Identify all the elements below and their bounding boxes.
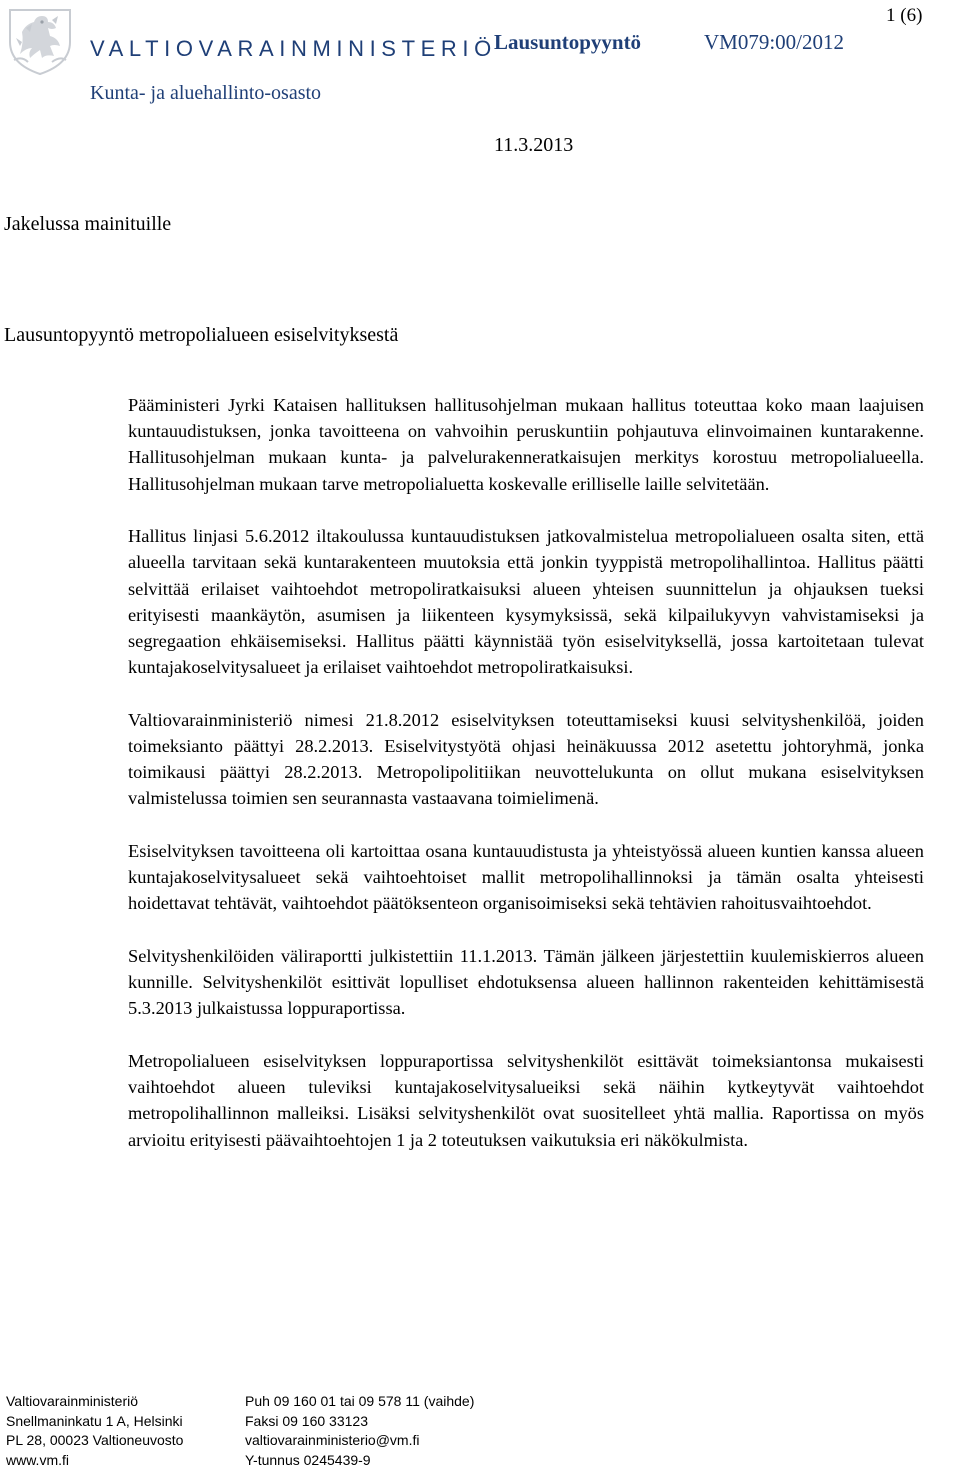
body-paragraph: Hallitus linjasi 5.6.2012 iltakoulussa kuntauudistuksen jatkovalmistelua metropolialueen osalta siten, että alueella tarvitaan sekä kuntarakenteen muutoksia että jonkin tyyppistä metropolihallintoa. Hallitus päätti selvittää erilaiset vaihtoehdot metropoliratkaisuksi alueen yhteisen suunnittelun ja ohjauksen tueksi erityisesti maankäytön, asumisen ja liikenteen kysymyksissä, sekä kilpailukyvyn vahvistamiseksi ja segregaation ehkäisemiseksi. Hallitus päätti käynnistää työn esiselvityksellä, jossa kartoitetaan tulevat kuntajakoselvitysalueet ja erilaiset vaihtoehdot metropoliratkaisuksi. <box>128 526 924 678</box>
footer-fax: Faksi 09 160 33123 <box>245 1412 368 1429</box>
footer-street-address: Snellmaninkatu 1 A, Helsinki <box>6 1412 183 1429</box>
ministry-logo-text: VALTIOVARAINMINISTERIÖ <box>90 36 497 61</box>
document-date: 11.3.2013 <box>494 134 574 156</box>
footer-postal-address: PL 28, 00023 Valtioneuvosto <box>6 1432 184 1448</box>
footer-contact <box>245 1392 474 1470</box>
body-paragraph: Esiselvityksen tavoitteena oli kartoittaa osana kuntauudistusta ja yhteistyössä alueen kuntien kanssa alueen kuntajakoselvitysalueet sekä vaihtoehtoiset mallit metropolihallinnoksi ja tämän osalta yhteisesti hoidettavat tehtävät, vaihtoehdot päätöksenteon organisoimiseksi sekä tehtävien rahoitusvaihtoehdot. <box>128 841 924 914</box>
document-type: Lausuntopyyntö <box>494 30 642 54</box>
footer-website-link[interactable]: www.vm.fi <box>6 1451 69 1468</box>
page-number: 1 (6) <box>886 5 923 26</box>
footer-email-link[interactable]: valtiovarainministerio@vm.fi <box>245 1432 420 1448</box>
footer-ministry-name: Valtiovarainministeriö <box>6 1393 139 1409</box>
body-paragraph: Selvityshenkilöiden väliraportti julkistettiin 11.1.2013. Tämän jälkeen järjestettiin kuulemiskierros alueen kunnille. Selvityshenkilöt esittivät lopulliset ehdotuksensa alueen hallinnon rakenteiden kehittämisestä 5.3.2013 julkaistussa loppuraportissa. <box>128 946 924 1019</box>
coat-of-arms-icon <box>2 2 78 76</box>
footer-address <box>6 1392 183 1470</box>
document-id: VM079:00/2012 <box>704 30 845 54</box>
recipient-line: Jakelussa mainituille <box>4 213 172 235</box>
body-paragraph: Pääministeri Jyrki Kataisen hallituksen hallitusohjelman mukaan hallitus toteuttaa koko maan laajuisen kuntauudistuksen, jonka tavoitteena on vahvoihin peruskuntiin pohjautuva elinvoimainen kuntarakenne. Hallitusohjelman mukaan kunta- ja palvelurakenneratkaisujen merkitys korostuu metropolialueella. Hallitusohjelman mukaan tarve metropolialuetta koskevalle erilliselle laille selvitetään. <box>128 395 924 494</box>
body-paragraph: Metropolialueen esiselvityksen loppuraportissa selvityshenkilöt esittävät toimeksiantonsa mukaisesti vaihtoehdot alueen tuleviksi kuntajakoselvitysalueiksi sekä näihin kytkeytyvät vaihtoehdot metropolihallinnon malleiksi. Lisäksi selvityshenkilöt ovat suositelleet yhtä mallia. Raportissa on myös arvioitu erityisesti päävaihtoehtojen 1 ja 2 toteutuksen vaikutuksia eri näkökulmista. <box>128 1051 924 1150</box>
footer-phone: Puh 09 160 01 tai 09 578 11 (vaihde) <box>245 1393 475 1409</box>
department-name: Kunta- ja aluehallinto-osasto <box>90 82 322 104</box>
body-paragraph: Valtiovarainministeriö nimesi 21.8.2012 esiselvityksen toteuttamiseksi kuusi selvityshenkilöä, joiden toimeksianto päättyi 28.2.2013. Esiselvitystyötä ohjasi heinäkuussa 2012 asetettu johtoryhmä, jonka toimikausi päättyi 28.2.2013. Metropolipolitiikan neuvottelukunta on ollut mukana esiselvityksen valmistelussa toimien sen seurannasta vastaavana toimielimenä. <box>128 709 924 809</box>
document-title: Lausuntopyyntö metropolialueen esiselvityksestä <box>4 324 399 346</box>
document-body <box>128 392 924 1179</box>
footer-business-id: Y-tunnus 0245439-9 <box>245 1451 371 1468</box>
